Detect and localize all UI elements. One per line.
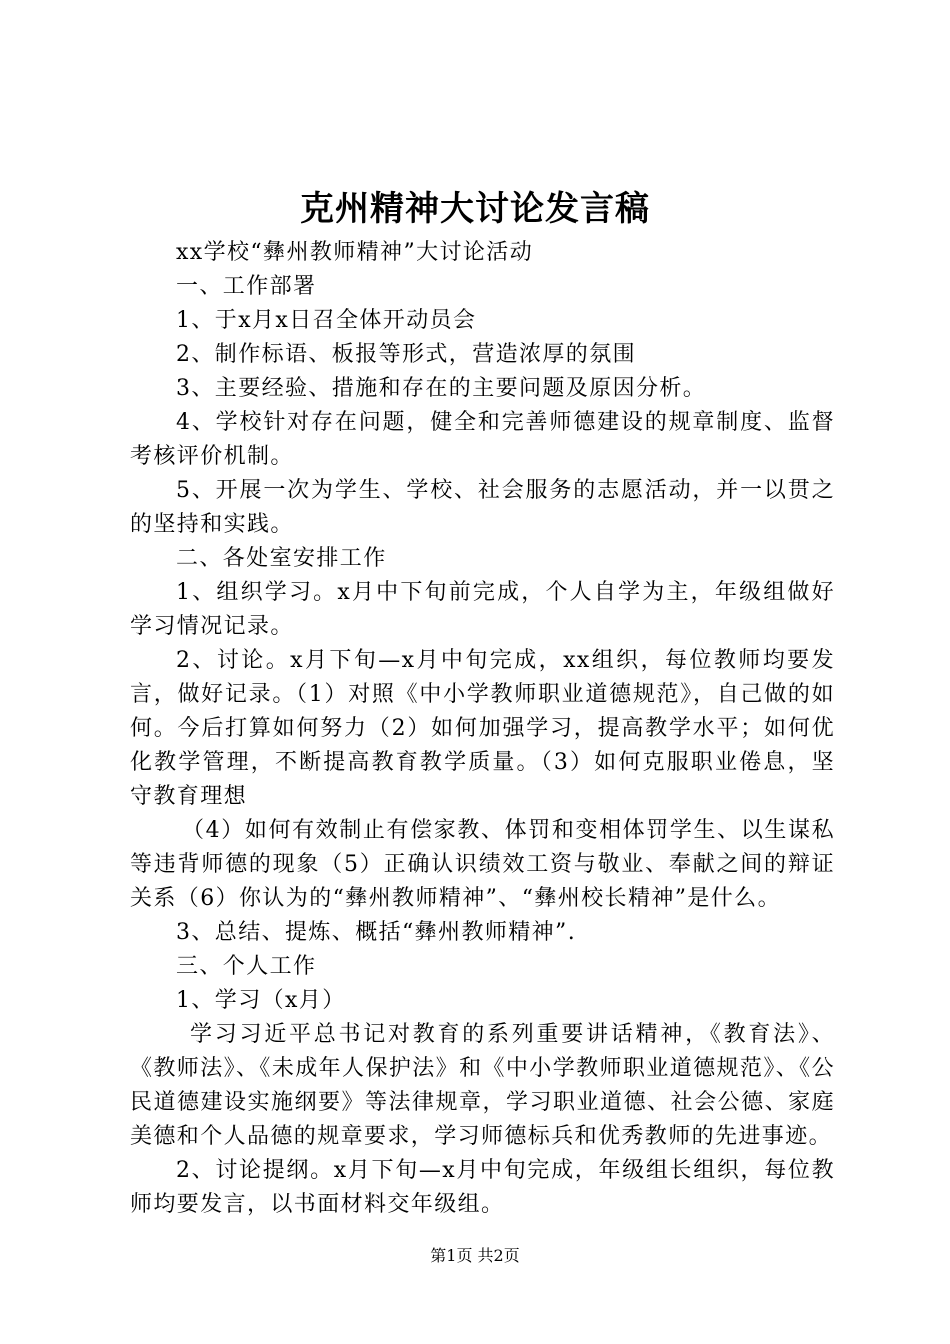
paragraph: 1、组织学习。x月中下旬前完成，个人自学为主，年级组做好学习情况记录。 (130, 580, 835, 639)
paragraph: 3、总结、提炼、概括“彝州教师精神”. (176, 920, 577, 945)
page-footer: 第1页 共2页 (430, 1246, 520, 1265)
paragraph: 2、制作标语、板报等形式，营造浓厚的氛围 (176, 342, 636, 367)
paragraph: 学习习近平总书记对教育的系列重要讲话精神，《教育法》、《教师法》、《未成年人保护法》和《中小学教师职业道德规范》、《公民道德建设实施纲要》等法律规章，学习职业道德、社会公德、家庭美德和个人品德的规章要求，学习师德标兵和优秀教师的先进事迹。 (130, 1022, 835, 1149)
paragraph: 2、讨论提纲。x月下旬—x月中旬完成，年级组长组织，每位教师均要发言，以书面材料交年级组。 (130, 1158, 835, 1217)
document-body (130, 236, 835, 1222)
paragraph: （4）如何有效制止有偿家教、体罚和变相体罚学生、以生谋私等违背师德的现象（5）正确认识绩效工资与敬业、奉献之间的辩证关系（6）你认为的“彝州教师精神”、“彝州校长精神”是什么。 (130, 818, 835, 911)
paragraph: 2、讨论。x月下旬—x月中旬完成，xx组织，每位教师均要发言，做好记录。（1）对照《中小学教师职业道德规范》，自己做的如何。今后打算如何努力（2）如何加强学习，提高教学水平；如何优化教学管理，不断提高教育教学质量。（3）如何克服职业倦息，坚守教育理想 (130, 648, 835, 809)
section-heading: 二、各处室安排工作 (176, 546, 387, 571)
section-heading: 三、个人工作 (176, 954, 317, 979)
paragraph: 3、主要经验、措施和存在的主要问题及原因分析。 (176, 376, 707, 401)
paragraph: xx学校“彝州教师精神”大讨论活动 (176, 240, 534, 265)
paragraph: 1、于x月x日召全体开动员会 (176, 308, 477, 333)
document-title: 克州精神大讨论发言稿 (300, 189, 650, 229)
paragraph: 5、开展一次为学生、学校、社会服务的志愿活动，并一以贯之的坚持和实践。 (130, 478, 835, 537)
section-heading: 一、工作部署 (176, 274, 317, 299)
paragraph: 4、学校针对存在问题，健全和完善师德建设的规章制度、监督考核评价机制。 (130, 410, 835, 469)
paragraph: 1、学习（x月） (176, 988, 346, 1013)
